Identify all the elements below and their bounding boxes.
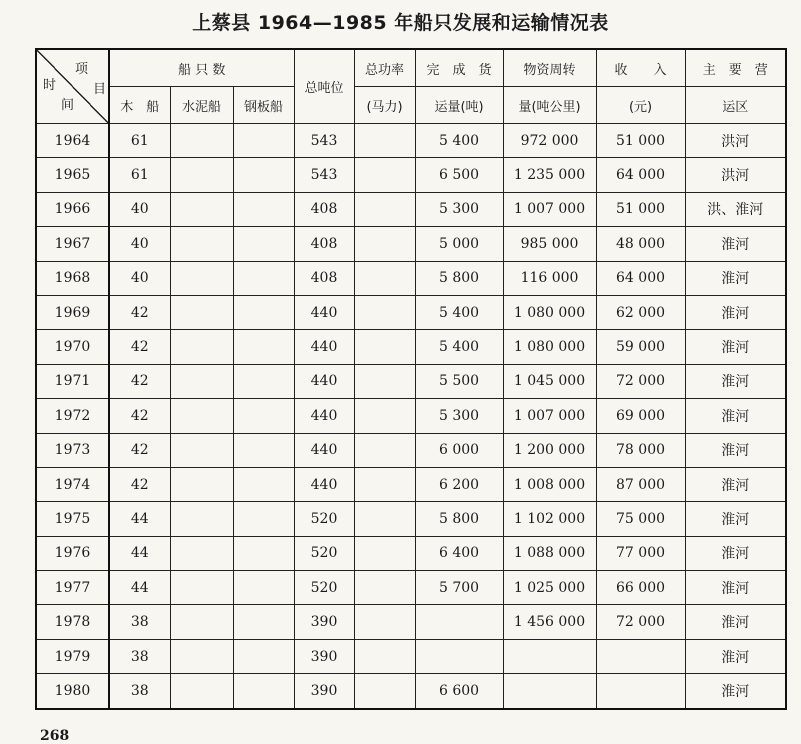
header-turnover-line1: 物资周转 — [503, 49, 596, 87]
table-row — [36, 467, 786, 501]
cell-tonnage: 390 — [294, 674, 354, 709]
cell-power — [354, 192, 415, 226]
table-row — [36, 536, 786, 570]
cell-year: 1966 — [36, 192, 109, 226]
cell-wooden: 42 — [109, 295, 170, 329]
table-row — [36, 502, 786, 536]
cell-tonnage: 408 — [294, 227, 354, 261]
cell-wooden: 42 — [109, 467, 170, 501]
header-item-label-a: 项 — [75, 62, 89, 77]
table-row — [36, 674, 786, 709]
cell-power — [354, 502, 415, 536]
cell-year: 1969 — [36, 295, 109, 329]
cell-power — [354, 433, 415, 467]
cell-tonnage: 390 — [294, 639, 354, 673]
cell-year: 1977 — [36, 571, 109, 605]
cell-power — [354, 536, 415, 570]
cell-cargo: 6 400 — [415, 536, 503, 570]
cell-income: 72 000 — [596, 605, 685, 639]
cell-power — [354, 674, 415, 709]
cell-year: 1975 — [36, 502, 109, 536]
cell-steel — [233, 124, 294, 158]
cell-tonnage: 390 — [294, 605, 354, 639]
cell-cargo — [415, 605, 503, 639]
cell-wooden: 40 — [109, 261, 170, 295]
table-row — [36, 192, 786, 226]
cell-wooden: 44 — [109, 571, 170, 605]
cell-cement — [170, 674, 233, 709]
cell-power — [354, 330, 415, 364]
cell-income: 62 000 — [596, 295, 685, 329]
cell-area: 淮河 — [685, 605, 786, 639]
cell-area: 淮河 — [685, 399, 786, 433]
cell-income: 66 000 — [596, 571, 685, 605]
cell-power — [354, 399, 415, 433]
cell-turnover: 1 080 000 — [503, 330, 596, 364]
table-row — [36, 571, 786, 605]
table-row — [36, 261, 786, 295]
cell-income: 64 000 — [596, 261, 685, 295]
cell-turnover: 1 007 000 — [503, 192, 596, 226]
cell-area: 洪河 — [685, 124, 786, 158]
header-area-line1: 主 要 营 — [685, 49, 786, 87]
cell-cargo: 6 500 — [415, 158, 503, 192]
cell-cement — [170, 227, 233, 261]
cell-income — [596, 639, 685, 673]
table-row — [36, 364, 786, 398]
cell-area: 淮河 — [685, 364, 786, 398]
cell-wooden: 61 — [109, 158, 170, 192]
header-income-line2: (元) — [596, 87, 685, 124]
cell-cement — [170, 536, 233, 570]
cell-tonnage: 440 — [294, 399, 354, 433]
cell-area: 淮河 — [685, 330, 786, 364]
cell-tonnage: 520 — [294, 502, 354, 536]
cell-cargo: 5 300 — [415, 192, 503, 226]
cell-turnover: 985 000 — [503, 227, 596, 261]
cell-steel — [233, 639, 294, 673]
cell-year: 1967 — [36, 227, 109, 261]
diagonal-header-cell — [36, 49, 109, 124]
cell-steel — [233, 467, 294, 501]
cell-income: 75 000 — [596, 502, 685, 536]
cell-steel — [233, 536, 294, 570]
cell-steel — [233, 295, 294, 329]
cell-year: 1973 — [36, 433, 109, 467]
cell-steel — [233, 399, 294, 433]
table-row — [36, 124, 786, 158]
cell-steel — [233, 502, 294, 536]
cell-power — [354, 571, 415, 605]
cell-tonnage: 520 — [294, 536, 354, 570]
cell-power — [354, 605, 415, 639]
cell-year: 1968 — [36, 261, 109, 295]
cell-cargo: 5 800 — [415, 502, 503, 536]
cell-steel — [233, 571, 294, 605]
cell-tonnage: 543 — [294, 158, 354, 192]
cell-tonnage: 440 — [294, 330, 354, 364]
cell-wooden: 44 — [109, 502, 170, 536]
header-cement: 水泥船 — [170, 87, 233, 124]
header-cargo-line2: 运量(吨) — [415, 87, 503, 124]
cell-turnover: 1 456 000 — [503, 605, 596, 639]
cell-area: 淮河 — [685, 536, 786, 570]
cell-cement — [170, 158, 233, 192]
cell-cement — [170, 502, 233, 536]
cell-year: 1970 — [36, 330, 109, 364]
page-number: 268 — [40, 728, 70, 744]
table-row — [36, 639, 786, 673]
cell-wooden: 38 — [109, 605, 170, 639]
cell-tonnage: 440 — [294, 467, 354, 501]
cell-turnover: 1 080 000 — [503, 295, 596, 329]
cell-year: 1976 — [36, 536, 109, 570]
cell-cement — [170, 399, 233, 433]
cell-year: 1979 — [36, 639, 109, 673]
cell-wooden: 38 — [109, 639, 170, 673]
cell-steel — [233, 158, 294, 192]
cell-income: 77 000 — [596, 536, 685, 570]
cell-tonnage: 440 — [294, 433, 354, 467]
cell-turnover: 1 008 000 — [503, 467, 596, 501]
cell-steel — [233, 605, 294, 639]
cell-year: 1980 — [36, 674, 109, 709]
cell-income — [596, 674, 685, 709]
cell-power — [354, 261, 415, 295]
cell-cement — [170, 639, 233, 673]
cell-steel — [233, 674, 294, 709]
cell-turnover: 116 000 — [503, 261, 596, 295]
cell-cement — [170, 192, 233, 226]
cell-turnover — [503, 639, 596, 673]
cell-cargo: 5 500 — [415, 364, 503, 398]
cell-steel — [233, 330, 294, 364]
cell-year: 1971 — [36, 364, 109, 398]
cell-income: 78 000 — [596, 433, 685, 467]
cell-tonnage: 520 — [294, 571, 354, 605]
cell-wooden: 42 — [109, 364, 170, 398]
cell-wooden: 40 — [109, 192, 170, 226]
cell-area: 淮河 — [685, 571, 786, 605]
cell-turnover: 1 025 000 — [503, 571, 596, 605]
table-row — [36, 433, 786, 467]
cell-cargo: 5 300 — [415, 399, 503, 433]
cell-power — [354, 364, 415, 398]
cell-cargo: 5 400 — [415, 330, 503, 364]
cell-cargo: 6 600 — [415, 674, 503, 709]
cell-income: 48 000 — [596, 227, 685, 261]
cell-tonnage: 408 — [294, 192, 354, 226]
cell-wooden: 40 — [109, 227, 170, 261]
cell-power — [354, 467, 415, 501]
cell-cement — [170, 261, 233, 295]
header-item-label-b: 目 — [93, 82, 107, 97]
header-area-line2: 运区 — [685, 87, 786, 124]
cell-tonnage: 440 — [294, 364, 354, 398]
table-row — [36, 399, 786, 433]
cell-cement — [170, 124, 233, 158]
cell-area: 淮河 — [685, 261, 786, 295]
cell-cement — [170, 295, 233, 329]
cell-wooden: 42 — [109, 330, 170, 364]
cell-cargo: 5 400 — [415, 124, 503, 158]
cell-area: 淮河 — [685, 295, 786, 329]
cell-income: 87 000 — [596, 467, 685, 501]
header-turnover-line2: 量(吨公里) — [503, 87, 596, 124]
cell-income: 51 000 — [596, 124, 685, 158]
cell-area: 淮河 — [685, 227, 786, 261]
cell-cement — [170, 467, 233, 501]
cell-turnover: 1 200 000 — [503, 433, 596, 467]
cell-area: 淮河 — [685, 639, 786, 673]
cell-cement — [170, 571, 233, 605]
page-title: 上蔡县 1964—1985 年船只发展和运输情况表 — [192, 12, 609, 34]
cell-area: 淮河 — [685, 502, 786, 536]
cell-wooden: 42 — [109, 433, 170, 467]
header-wooden: 木 船 — [109, 87, 170, 124]
cell-tonnage: 440 — [294, 295, 354, 329]
cell-year: 1972 — [36, 399, 109, 433]
cell-power — [354, 295, 415, 329]
header-tonnage: 总吨位 — [294, 49, 354, 124]
cell-income: 72 000 — [596, 364, 685, 398]
cell-income: 69 000 — [596, 399, 685, 433]
table-row — [36, 227, 786, 261]
cell-turnover: 1 102 000 — [503, 502, 596, 536]
cell-cargo: 5 400 — [415, 295, 503, 329]
cell-steel — [233, 364, 294, 398]
cell-turnover — [503, 674, 596, 709]
table-row — [36, 158, 786, 192]
cell-steel — [233, 227, 294, 261]
header-time-label-a: 时 — [43, 78, 57, 93]
cell-area: 洪河 — [685, 158, 786, 192]
cell-steel — [233, 261, 294, 295]
cell-year: 1965 — [36, 158, 109, 192]
cell-cement — [170, 364, 233, 398]
cell-cargo: 6 000 — [415, 433, 503, 467]
cell-cement — [170, 330, 233, 364]
cell-tonnage: 543 — [294, 124, 354, 158]
shipping-stats-table — [35, 48, 787, 710]
table-row — [36, 605, 786, 639]
table-row — [36, 330, 786, 364]
header-time-label-b: 间 — [61, 98, 75, 113]
cell-area: 淮河 — [685, 433, 786, 467]
cell-year: 1978 — [36, 605, 109, 639]
header-steel: 钢板船 — [233, 87, 294, 124]
cell-cargo — [415, 639, 503, 673]
cell-cargo: 5 700 — [415, 571, 503, 605]
cell-wooden: 61 — [109, 124, 170, 158]
header-boats-group: 船 只 数 — [109, 49, 294, 87]
cell-power — [354, 639, 415, 673]
cell-year: 1974 — [36, 467, 109, 501]
table-row — [36, 295, 786, 329]
cell-area: 淮河 — [685, 674, 786, 709]
cell-turnover: 1 235 000 — [503, 158, 596, 192]
cell-steel — [233, 433, 294, 467]
cell-cargo: 6 200 — [415, 467, 503, 501]
cell-power — [354, 124, 415, 158]
cell-income: 51 000 — [596, 192, 685, 226]
cell-turnover: 972 000 — [503, 124, 596, 158]
cell-turnover: 1 045 000 — [503, 364, 596, 398]
cell-cement — [170, 433, 233, 467]
header-income-line1: 收 入 — [596, 49, 685, 87]
cell-area: 洪、淮河 — [685, 192, 786, 226]
cell-cargo: 5 000 — [415, 227, 503, 261]
cell-wooden: 42 — [109, 399, 170, 433]
header-cargo-line1: 完 成 货 — [415, 49, 503, 87]
cell-steel — [233, 192, 294, 226]
cell-cargo: 5 800 — [415, 261, 503, 295]
header-power-line2: (马力) — [354, 87, 415, 124]
cell-power — [354, 158, 415, 192]
cell-income: 64 000 — [596, 158, 685, 192]
cell-power — [354, 227, 415, 261]
cell-income: 59 000 — [596, 330, 685, 364]
cell-year: 1964 — [36, 124, 109, 158]
cell-turnover: 1 007 000 — [503, 399, 596, 433]
cell-wooden: 44 — [109, 536, 170, 570]
cell-area: 淮河 — [685, 467, 786, 501]
cell-wooden: 38 — [109, 674, 170, 709]
cell-turnover: 1 088 000 — [503, 536, 596, 570]
cell-tonnage: 408 — [294, 261, 354, 295]
header-power-line1: 总功率 — [354, 49, 415, 87]
cell-cement — [170, 605, 233, 639]
